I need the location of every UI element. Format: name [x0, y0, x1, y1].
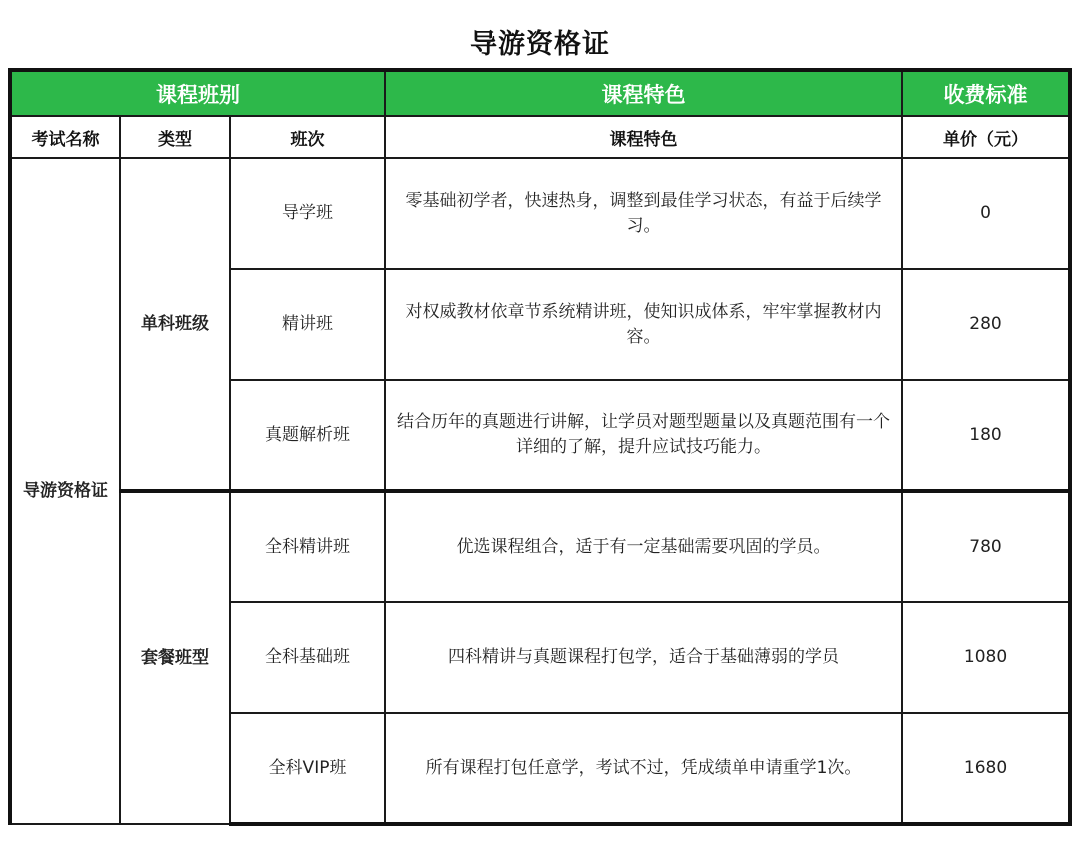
page-title: 导游资格证 [470, 29, 610, 60]
column-header-class: 班次 [230, 116, 385, 158]
column-header-type: 类型 [120, 116, 230, 158]
table-row [10, 491, 1070, 602]
price-cell: 180 [902, 380, 1070, 491]
feature-cell: 结合历年的真题进行讲解，让学员对题型题量以及真题范围有一个详细的了解，提升应试技巧能力。 [385, 380, 902, 491]
class-cell: 全科精讲班 [230, 491, 385, 602]
class-cell: 全科基础班 [230, 602, 385, 713]
group-header-course-class: 课程班别 [10, 70, 385, 116]
feature-cell: 零基础初学者，快速热身，调整到最佳学习状态，有益于后续学习。 [385, 158, 902, 269]
price-cell: 780 [902, 491, 1070, 602]
class-cell: 全科VIP班 [230, 713, 385, 824]
feature-cell: 四科精讲与真题课程打包学，适合于基础薄弱的学员 [385, 602, 902, 713]
group-header-row [10, 70, 1070, 116]
type-cell-single-subject: 单科班级 [120, 158, 230, 491]
price-cell: 280 [902, 269, 1070, 380]
type-cell-package: 套餐班型 [120, 491, 230, 824]
column-header-exam-name: 考试名称 [10, 116, 120, 158]
group-header-course-feature: 课程特色 [385, 70, 902, 116]
price-cell: 1680 [902, 713, 1070, 824]
group-header-fee-standard: 收费标准 [902, 70, 1070, 116]
class-cell: 真题解析班 [230, 380, 385, 491]
class-cell: 精讲班 [230, 269, 385, 380]
price-cell: 0 [902, 158, 1070, 269]
column-header-row [10, 116, 1070, 158]
table-row [10, 158, 1070, 269]
course-price-table [8, 68, 1072, 826]
price-cell: 1080 [902, 602, 1070, 713]
exam-name-cell: 导游资格证 [10, 158, 120, 824]
feature-cell: 对权威教材依章节系统精讲班，使知识成体系，牢牢掌握教材内容。 [385, 269, 902, 380]
feature-cell: 优选课程组合，适于有一定基础需要巩固的学员。 [385, 491, 902, 602]
class-cell: 导学班 [230, 158, 385, 269]
column-header-unit-price: 单价（元） [902, 116, 1070, 158]
feature-cell: 所有课程打包任意学，考试不过，凭成绩单申请重学1次。 [385, 713, 902, 824]
column-header-feature: 课程特色 [385, 116, 902, 158]
